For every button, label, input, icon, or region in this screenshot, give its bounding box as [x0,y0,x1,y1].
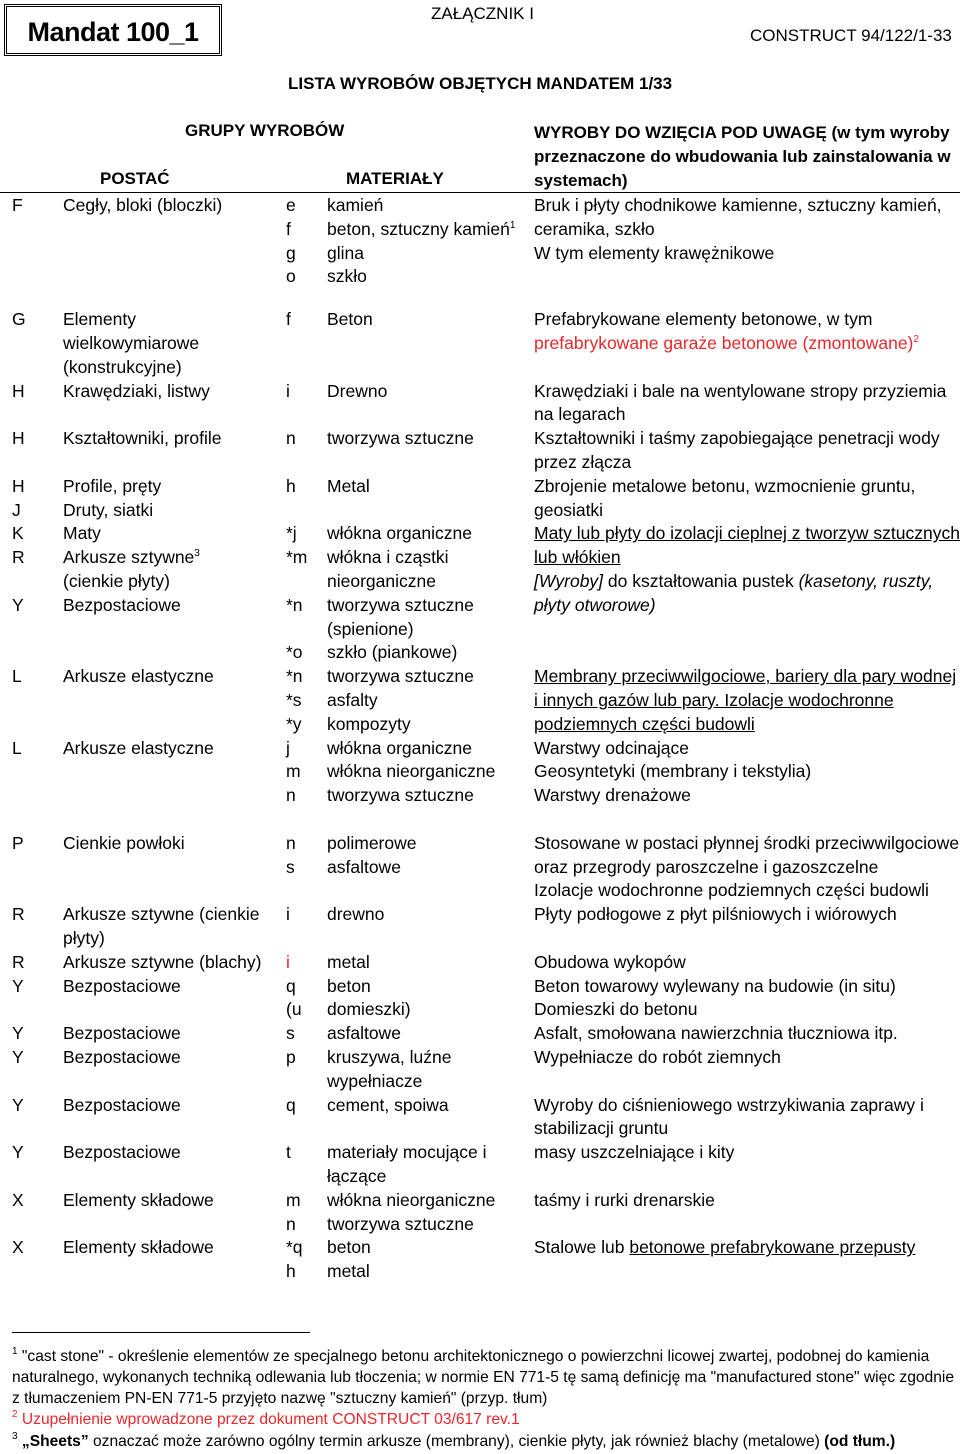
row-material: Beton [327,309,373,330]
row-material: tworzywa sztuczne [327,785,474,806]
annex-label: ZAŁĄCZNIK I [431,4,534,23]
row-product: oraz przegrody paroszczelne i gazoszczelne [534,856,879,877]
row-material-code: s [286,856,295,877]
row-material: asfaltowe [327,856,401,877]
row-group-code: Y [12,975,24,996]
row-group-code: H [12,380,25,401]
row-material-code: *n [286,594,303,615]
row-material-code: f [286,309,291,330]
row-material: szkło [327,266,367,287]
row-material-code: *j [286,523,297,544]
row-product: Membrany przeciwwilgociowe, bariery dla pary wodnej [534,666,957,687]
row-material-code: *y [286,713,302,734]
row-material: domieszki) [327,999,411,1020]
row-form: Bezpostaciowe [63,1142,181,1163]
row-material-code: q [286,975,296,996]
row-material: asfalty [327,690,378,711]
row-group-code: F [12,195,23,215]
row-group-code: Y [12,594,24,615]
row-material-code: q [286,1094,296,1115]
row-material: włókna i cząstki [327,547,449,568]
list-title: LISTA WYROBÓW OBJĘTYCH MANDATEM 1/33 [288,74,673,93]
row-form: Elementy składowe [63,1189,214,1210]
row-material: Metal [327,475,370,496]
row-material: materiały mocujące i [327,1142,487,1163]
row-material: beton, sztuczny kamień$^1$ [327,218,516,239]
row-form: Bezpostaciowe [63,1094,181,1115]
row-material-code: *n [286,666,303,687]
row-material: kruszywa, luźne [327,1047,452,1068]
document-title-box [4,4,222,56]
row-form: Krawędziaki, listwy [63,380,210,401]
row-material-code: *s [286,690,302,711]
footnote-1-line-1: $^1$ "cast stone" - określenie elementów ze specjalnego betonu architektonicznego o powierzchni licowej zwartej, podobnej do kamienia [12,1346,930,1365]
row-product: Wyroby do ciśnieniowego wstrzykiwania zaprawy i [534,1094,924,1115]
row-material: tworzywa sztuczne [327,428,474,449]
row-product: Domieszki do betonu [534,999,698,1020]
row-material: włókna nieorganiczne [327,1189,496,1210]
row-group-code: Y [12,1023,24,1044]
row-material-code: n [286,428,296,449]
row-group-code: R [12,904,25,925]
row-group-code: H [12,475,25,496]
row-material-code: f [286,218,291,239]
row-material: beton [327,975,371,996]
row-material: drewno [327,904,385,925]
row-form: (konstrukcyjne) [63,356,182,377]
row-material: glina [327,242,364,263]
row-group-code: K [12,523,24,544]
row-product: ceramika, szkło [534,218,655,239]
row-material: cement, spoiwa [327,1094,449,1115]
row-form: Cienkie powłoki [63,832,185,853]
row-product: Stalowe lub betonowe prefabrykowane przepusty [534,1237,916,1258]
row-product: masy uszczelniające i kity [534,1142,735,1163]
row-material-code: p [286,1047,296,1068]
products-column-header: WYROBY DO WZIĘCIA POD UWAGĘ (w tym wyroby przeznaczone do wbudowania lub zainstalowania w systemach) [534,123,951,190]
row-group-code: L [12,737,22,758]
row-product: Zbrojenie metalowe betonu, wzmocnienie gruntu, [534,475,916,496]
row-product: taśmy i rurki drenarskie [534,1189,715,1210]
row-material-code: s [286,1023,295,1044]
row-material-code: i [286,951,290,972]
row-material: włókna organiczne [327,523,472,544]
row-material: kamień [327,195,384,215]
row-material-code: *m [286,547,308,568]
row-material: łączące [327,1166,387,1187]
row-product: geosiatki [534,499,604,520]
row-material-code: h [286,475,296,496]
row-product: Płyty podłogowe z płyt pilśniowych i wiórowych [534,904,897,925]
row-product: na legarach [534,404,626,425]
row-product: Bruk i płyty chodnikowe kamienne, sztuczny kamień, [534,195,942,215]
row-product: Obudowa wykopów [534,951,686,972]
row-form: Maty [63,523,101,544]
row-form: Elementy składowe [63,1237,214,1258]
row-form: Bezpostaciowe [63,1047,181,1068]
row-product: płyty otworowe) [534,594,656,615]
row-product: Warstwy odcinające [534,737,689,758]
row-group-code: R [12,951,25,972]
row-product: Maty lub płyty do izolacji cieplnej z tworzyw sztucznych [534,523,960,544]
row-product: Asfalt, smołowana nawierzchnia tłuczniowa itp. [534,1023,898,1044]
row-product: stabilizacji gruntu [534,1118,669,1139]
row-form: (cienkie płyty) [63,571,170,592]
row-product: Izolacje wodochronne podziemnych części budowli [534,880,929,901]
row-material: wypełniacze [327,1070,423,1091]
row-material: (spienione) [327,618,414,639]
row-material-code: m [286,761,301,782]
row-material-code: j [286,737,290,758]
row-product: W tym elementy krawężnikowe [534,242,775,263]
row-form: płyty) [63,928,105,949]
row-product: lub włókien [534,547,621,568]
row-form: Cegły, bloki (bloczki) [63,195,223,215]
row-group-code: L [12,666,22,687]
row-material: nieorganiczne [327,571,436,592]
row-material: szkło (piankowe) [327,642,458,663]
row-material-code: m [286,1189,301,1210]
form-column-header: POSTAĆ [100,169,170,188]
row-product: Krawędziaki i bale na wentylowane stropy przyziemia [534,380,947,401]
row-form: Bezpostaciowe [63,975,181,996]
row-product: Beton towarowy wylewany na budowie (in situ) [534,975,896,996]
row-form: Arkusze elastyczne [63,666,214,687]
row-material: kompozyty [327,713,411,734]
row-material-code: g [286,242,296,263]
row-product: podziemnych części budowli [534,713,755,734]
row-material: tworzywa sztuczne [327,594,474,615]
row-product: [Wyroby] do kształtowania pustek (kasetony, ruszty, [534,571,934,592]
row-material: asfaltowe [327,1023,401,1044]
row-material: tworzywa sztuczne [327,1213,474,1234]
row-form: Arkusze elastyczne [63,737,214,758]
footnote-rule [12,1332,310,1333]
row-product: przez złącza [534,452,632,473]
row-material: Drewno [327,380,388,401]
row-material-code: h [286,1261,296,1282]
row-form: Arkusze sztywne$^3$ [63,547,200,568]
row-product: Stosowane w postaci płynnej środki przeciwwilgociowe [534,832,960,853]
row-group-code: P [12,832,24,853]
row-product: Kształtowniki i taśmy zapobiegające penetracji wody [534,428,940,449]
row-material: tworzywa sztuczne [327,666,474,687]
row-group-code: J [12,499,21,520]
row-material-code: n [286,832,296,853]
footnote-1-line-2: naturalnego, wykonanych techniką odlewania lub tłoczenia; w normie EN 771-5 tę samą definicję ma "manufactured stone" więc zgodnie [12,1369,955,1386]
row-material-code: *o [286,642,303,663]
row-material-code: i [286,380,290,401]
row-form: Arkusze sztywne (blachy) [63,951,262,972]
row-product: Geosyntetyki (membrany i tekstylia) [534,761,812,782]
row-material-code: i [286,904,290,925]
row-group-code: Y [12,1094,24,1115]
header-separator [0,192,960,193]
row-product: Prefabrykowane elementy betonowe, w tym [534,309,873,330]
row-group-code: X [12,1237,24,1258]
row-form: wielkowymiarowe [63,333,200,354]
row-form: Arkusze sztywne (cienkie [63,904,260,925]
row-material-code: (u [286,999,302,1020]
row-group-code: Y [12,1142,24,1163]
row-material: metal [327,1261,370,1282]
footnote-2: $^2$ Uzupełnienie wprowadzone przez dokument CONSTRUCT 03/617 rev.1 [12,1409,520,1428]
row-material: beton [327,1237,371,1258]
row-material: włókna nieorganiczne [327,761,496,782]
row-material-code: n [286,1213,296,1234]
row-material-code: o [286,266,296,287]
row-material-code: t [286,1142,291,1163]
footnote-1-line-3: z tłumaczeniem PN-EN 771-5 przyjęto nazwę "sztuczny kamień" (przyp. tłum) [12,1390,548,1407]
row-material-code: n [286,785,296,806]
groups-label: GRUPY WYROBÓW [185,121,345,140]
row-form: Bezpostaciowe [63,1023,181,1044]
row-material: polimerowe [327,832,417,853]
row-product: prefabrykowane garaże betonowe (zmontowane)$^2$ [534,333,919,354]
row-product: Warstwy drenażowe [534,785,691,806]
row-form: Elementy [63,309,136,330]
row-group-code: H [12,428,25,449]
reference-number: CONSTRUCT 94/122/1-33 [750,26,952,45]
row-material: włókna organiczne [327,737,472,758]
row-group-code: X [12,1189,24,1210]
row-form: Kształtowniki, profile [63,428,222,449]
row-material: metal [327,951,370,972]
row-product: i innych gazów lub pary. Izolacje wodochronne [534,690,894,711]
row-form: Druty, siatki [63,499,154,520]
row-group-code: R [12,547,25,568]
row-material-code: *q [286,1237,303,1258]
row-group-code: G [12,309,26,330]
row-form: Bezpostaciowe [63,594,181,615]
row-group-code: Y [12,1047,24,1068]
row-form: Profile, pręty [63,475,162,496]
document-title: Mandat 100_1 [27,17,199,47]
materials-column-header: MATERIAŁY [346,169,444,188]
row-product: Wypełniacze do robót ziemnych [534,1047,781,1068]
footnote-3: $^3$ „Sheets” oznaczać może zarówno ogólny termin arkusze (membrany), cienkie płyty, jak również blachy (metalowe) (od tłum.) [12,1431,896,1450]
row-material-code: e [286,195,296,215]
